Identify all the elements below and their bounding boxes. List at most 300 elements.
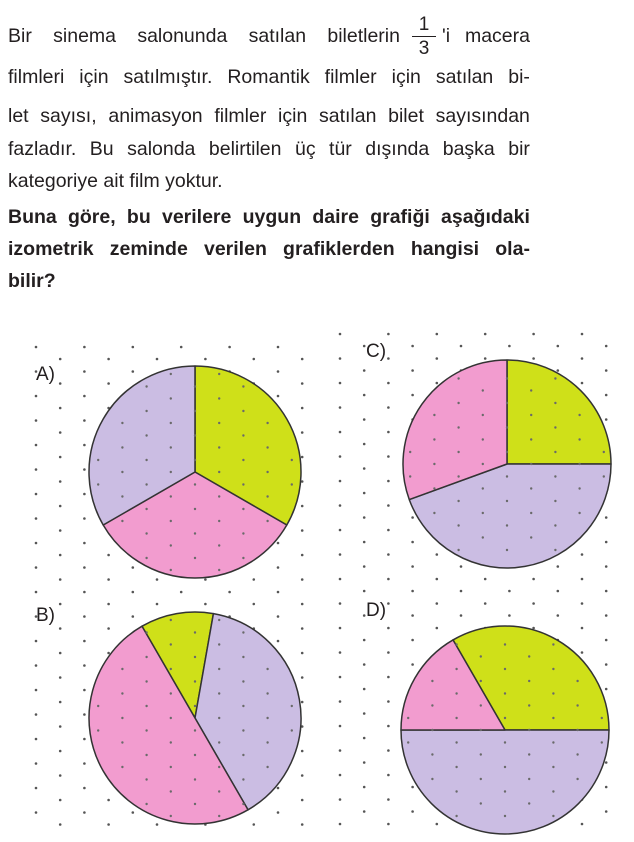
grid-dot <box>180 346 183 349</box>
grid-dot <box>83 762 86 765</box>
word: fazladır. <box>8 138 77 160</box>
grid-dot <box>97 483 99 485</box>
grid-dot <box>480 778 482 780</box>
grid-dot <box>605 345 608 348</box>
grid-dot <box>581 602 584 605</box>
grid-dot <box>554 426 556 428</box>
grid-dot <box>605 639 608 642</box>
word: tür <box>329 138 352 160</box>
word: salonda <box>127 138 196 160</box>
word: salonunda <box>137 25 228 47</box>
grid-dot <box>411 345 414 348</box>
grid-dot <box>436 553 439 556</box>
grid-dot <box>121 471 123 473</box>
grid-dot <box>363 712 366 715</box>
question-bold-line-1 <box>8 205 530 229</box>
grid-dot <box>145 778 147 780</box>
grid-dot <box>552 815 554 817</box>
grid-dot <box>411 394 414 397</box>
grid-dot <box>35 591 38 594</box>
grid-dot <box>59 431 62 434</box>
grid-dot <box>363 541 366 544</box>
grid-dot <box>132 811 135 814</box>
option-label-b[interactable]: B) <box>36 605 55 626</box>
grid-dot <box>156 603 159 606</box>
grid-dot <box>339 455 342 458</box>
grid-dot <box>242 680 244 682</box>
grid-dot <box>528 778 530 780</box>
grid-dot <box>301 554 304 557</box>
grid-dot <box>35 395 38 398</box>
grid-dot <box>301 529 304 532</box>
grid-dot <box>431 704 433 706</box>
grid-dot <box>387 602 390 605</box>
grid-dot <box>339 529 342 532</box>
grid-dot <box>363 418 366 421</box>
grid-dot <box>504 815 506 817</box>
grid-dot <box>482 536 484 538</box>
grid-dot <box>242 778 244 780</box>
grid-dot <box>121 422 123 424</box>
grid-dot <box>339 578 342 581</box>
grid-dot <box>194 434 196 436</box>
grid-dot <box>242 729 244 731</box>
grid-dot <box>387 676 390 679</box>
grid-dot <box>578 512 580 514</box>
grid-dot <box>433 438 435 440</box>
option-label-a[interactable]: A) <box>36 364 55 385</box>
answer-choices-area <box>0 320 634 842</box>
grid-dot <box>242 631 244 633</box>
grid-dot <box>194 729 196 731</box>
grid-dot <box>218 471 220 473</box>
grid-dot <box>277 591 280 594</box>
grid-dot <box>431 778 433 780</box>
grid-dot <box>59 676 62 679</box>
grid-dot <box>339 504 342 507</box>
grid-dot <box>266 668 268 670</box>
grid-dot <box>431 729 433 731</box>
grid-dot <box>480 680 482 682</box>
grid-dot <box>554 451 556 453</box>
grid-dot <box>431 753 433 755</box>
grid-dot <box>480 802 482 804</box>
grid-dot <box>121 668 123 670</box>
grid-dot <box>504 717 506 719</box>
grid-dot <box>277 787 280 790</box>
grid-dot <box>35 713 38 716</box>
grid-dot <box>301 652 304 655</box>
grid-dot <box>576 729 578 731</box>
grid-dot <box>411 639 414 642</box>
grid-dot <box>363 443 366 446</box>
grid-dot <box>532 357 535 360</box>
grid-dot <box>204 603 207 606</box>
grid-dot <box>581 553 584 556</box>
grid-dot <box>431 680 433 682</box>
grid-dot <box>277 542 280 545</box>
grid-dot <box>35 346 38 349</box>
grid-dot <box>218 373 220 375</box>
grid-dot <box>552 790 554 792</box>
grid-dot <box>301 627 304 630</box>
option-label-c[interactable]: C) <box>366 341 387 362</box>
pie-chart-a[interactable] <box>89 366 301 578</box>
grid-dot <box>242 459 244 461</box>
grid-dot <box>530 414 532 416</box>
grid-dot <box>253 358 256 361</box>
grid-dot <box>170 668 172 670</box>
grid-dot <box>83 591 86 594</box>
grid-dot <box>504 643 506 645</box>
grid-dot <box>504 790 506 792</box>
grid-dot <box>194 459 196 461</box>
grid-dot <box>436 602 439 605</box>
word: başka <box>442 138 495 160</box>
grid-dot <box>218 446 220 448</box>
grid-dot <box>145 705 147 707</box>
grid-dot <box>552 741 554 743</box>
grid-dot <box>581 578 584 581</box>
word: filmleri <box>8 66 65 88</box>
grid-dot <box>170 471 172 473</box>
grid-dot <box>121 446 123 448</box>
grid-dot <box>482 438 484 440</box>
grid-dot <box>387 700 390 703</box>
grid-dot <box>83 468 86 471</box>
grid-dot <box>194 754 196 756</box>
grid-dot <box>455 815 457 817</box>
word: için <box>278 105 308 127</box>
question-line-3 <box>8 104 530 128</box>
grid-dot <box>145 508 147 510</box>
grid-dot <box>35 542 38 545</box>
grid-dot <box>554 377 556 379</box>
grid-dot <box>484 578 487 581</box>
grid-dot <box>339 651 342 654</box>
pie-chart-c[interactable] <box>403 360 611 568</box>
grid-dot <box>605 590 608 593</box>
grid-dot <box>266 422 268 424</box>
grid-dot <box>35 762 38 765</box>
grid-dot <box>508 345 511 348</box>
grid-dot <box>170 520 172 522</box>
grid-dot <box>156 358 159 361</box>
grid-dot <box>59 774 62 777</box>
question-line-5: kategoriye ait film yoktur. <box>8 170 223 192</box>
grid-dot <box>83 444 86 447</box>
grid-dot <box>339 749 342 752</box>
grid-dot <box>107 358 110 361</box>
grid-dot <box>145 631 147 633</box>
grid-dot <box>433 512 435 514</box>
grid-dot <box>83 811 86 814</box>
grid-dot <box>266 741 268 743</box>
grid-dot <box>266 692 268 694</box>
grid-dot <box>433 414 435 416</box>
grid-dot <box>83 517 86 520</box>
grid-dot <box>339 823 342 826</box>
grid-dot <box>121 692 123 694</box>
grid-dot <box>601 717 603 719</box>
grid-dot <box>532 578 535 581</box>
grid-dot <box>576 704 578 706</box>
grid-dot <box>552 643 554 645</box>
fraction-denominator: 3 <box>418 38 430 59</box>
grid-dot <box>145 680 147 682</box>
word: Romantik <box>227 66 310 88</box>
grid-dot <box>83 713 86 716</box>
grid-dot <box>156 578 159 581</box>
grid-dot <box>506 549 508 551</box>
grid-dot <box>170 741 172 743</box>
grid-dot <box>156 823 159 826</box>
grid-dot <box>194 803 196 805</box>
word: macera <box>464 25 530 47</box>
grid-dot <box>83 738 86 741</box>
grid-dot <box>530 487 532 489</box>
grid-dot <box>253 603 256 606</box>
grid-dot <box>387 651 390 654</box>
grid-dot <box>145 754 147 756</box>
grid-dot <box>132 615 135 618</box>
grid-dot <box>409 451 411 453</box>
grid-dot <box>59 358 62 361</box>
grid-dot <box>218 717 220 719</box>
grid-dot <box>35 664 38 667</box>
grid-dot <box>59 456 62 459</box>
grid-dot <box>97 459 99 461</box>
grid-dot <box>194 631 196 633</box>
grid-dot <box>433 463 435 465</box>
word: satılan <box>248 25 307 47</box>
grid-dot <box>455 790 457 792</box>
grid-dot <box>387 774 390 777</box>
grid-dot <box>301 578 304 581</box>
grid-dot <box>170 397 172 399</box>
grid-dot <box>480 655 482 657</box>
grid-dot <box>603 451 605 453</box>
grid-dot <box>59 701 62 704</box>
grid-dot <box>170 766 172 768</box>
grid-dot <box>59 480 62 483</box>
grid-dot <box>339 553 342 556</box>
grid-dot <box>457 451 459 453</box>
grid-dot <box>363 639 366 642</box>
grid-dot <box>605 786 608 789</box>
grid-dot <box>121 717 123 719</box>
word: sinema <box>53 25 117 47</box>
grid-dot <box>35 517 38 520</box>
grid-dot <box>242 532 244 534</box>
word: bilet <box>388 105 424 127</box>
grid-dot <box>59 750 62 753</box>
grid-dot <box>508 614 511 617</box>
pie-slice-yellow-green <box>507 360 611 464</box>
grid-dot <box>218 790 220 792</box>
line-1-suffix <box>442 24 530 48</box>
grid-dot <box>387 725 390 728</box>
grid-dot <box>554 475 556 477</box>
grid-dot <box>277 811 280 814</box>
grid-dot <box>530 463 532 465</box>
grid-dot <box>504 766 506 768</box>
grid-dot <box>132 591 135 594</box>
word: filmler <box>214 105 267 127</box>
grid-dot <box>35 566 38 569</box>
grid-dot <box>277 370 280 373</box>
pie-chart-d[interactable] <box>401 626 609 834</box>
grid-dot <box>242 434 244 436</box>
grid-dot <box>301 823 304 826</box>
grid-dot <box>107 799 110 802</box>
grid-dot <box>121 520 123 522</box>
grid-dot <box>107 652 110 655</box>
grid-dot <box>363 761 366 764</box>
grid-dot <box>530 512 532 514</box>
word: bir <box>508 138 530 160</box>
grid-dot <box>409 475 411 477</box>
grid-dot <box>218 544 220 546</box>
grid-dot <box>59 382 62 385</box>
pie-chart-b[interactable] <box>89 612 301 824</box>
grid-dot <box>605 516 608 519</box>
grid-dot <box>83 542 86 545</box>
grid-dot <box>455 643 457 645</box>
grid-dot <box>552 766 554 768</box>
grid-dot <box>605 688 608 691</box>
grid-dot <box>436 627 439 630</box>
grid-dot <box>581 333 584 336</box>
grid-dot <box>132 370 135 373</box>
grid-dot <box>578 463 580 465</box>
grid-dot <box>436 333 439 336</box>
grid-dot <box>204 358 207 361</box>
word: için <box>391 66 421 88</box>
option-label-d[interactable]: D) <box>366 600 387 621</box>
word: ola- <box>495 238 530 260</box>
grid-dot <box>301 505 304 508</box>
grid-dot <box>59 603 62 606</box>
grid-dot <box>218 815 220 817</box>
grid-dot <box>194 385 196 387</box>
grid-dot <box>266 717 268 719</box>
grid-dot <box>552 692 554 694</box>
grid-dot <box>455 741 457 743</box>
grid-dot <box>204 578 207 581</box>
grid-dot <box>301 358 304 361</box>
grid-dot <box>301 382 304 385</box>
grid-dot <box>291 705 293 707</box>
grid-dot <box>83 689 86 692</box>
grid-dot <box>532 602 535 605</box>
grid-dot <box>482 463 484 465</box>
grid-dot <box>218 692 220 694</box>
grid-dot <box>506 402 508 404</box>
word: satılan <box>435 66 494 88</box>
grid-dot <box>339 382 342 385</box>
grid-dot <box>301 799 304 802</box>
grid-dot <box>83 346 86 349</box>
grid-dot <box>277 395 280 398</box>
grid-dot <box>194 705 196 707</box>
grid-dot <box>301 701 304 704</box>
grid-dot <box>460 614 463 617</box>
grid-dot <box>528 753 530 755</box>
word: satılan <box>318 105 377 127</box>
grid-dot <box>554 500 556 502</box>
word: uygun <box>242 206 302 228</box>
grid-dot <box>218 766 220 768</box>
grid-dot <box>506 500 508 502</box>
grid-dot <box>59 627 62 630</box>
grid-dot <box>301 676 304 679</box>
grid-dot <box>194 656 196 658</box>
grid-dot <box>460 590 463 593</box>
grid-dot <box>552 668 554 670</box>
word: aşağıdaki <box>441 206 530 228</box>
grid-dot <box>35 689 38 692</box>
grid-dot <box>59 505 62 508</box>
question-bold-line-2 <box>8 237 530 261</box>
grid-dot <box>145 483 147 485</box>
grid-dot <box>363 737 366 740</box>
grid-dot <box>59 823 62 826</box>
grid-dot <box>145 557 147 559</box>
word: için <box>79 66 109 88</box>
grid-dot <box>218 643 220 645</box>
grid-dot <box>59 529 62 532</box>
grid-dot <box>482 512 484 514</box>
grid-dot <box>581 357 584 360</box>
grid-dot <box>218 495 220 497</box>
question-line-1 <box>8 24 530 48</box>
grid-dot <box>455 692 457 694</box>
grid-dot <box>218 569 220 571</box>
grid-dot <box>554 524 556 526</box>
grid-dot <box>576 753 578 755</box>
grid-dot <box>581 627 584 630</box>
grid-dot <box>253 823 256 826</box>
grid-dot <box>170 619 172 621</box>
grid-dot <box>581 651 584 654</box>
grid-dot <box>266 495 268 497</box>
grid-dot <box>339 431 342 434</box>
grid-dot <box>339 774 342 777</box>
grid-dot <box>194 532 196 534</box>
word: Bir <box>8 25 32 47</box>
grid-dot <box>145 532 147 534</box>
grid-dot <box>581 823 584 826</box>
grid-dot <box>411 810 414 813</box>
grid-dot <box>83 787 86 790</box>
grid-dot <box>411 369 414 372</box>
grid-dot <box>605 369 608 372</box>
word: izometrik <box>8 238 94 260</box>
grid-dot <box>170 692 172 694</box>
grid-dot <box>301 774 304 777</box>
grid-dot <box>194 483 196 485</box>
grid-dot <box>530 438 532 440</box>
grid-dot <box>121 766 123 768</box>
grid-dot <box>228 346 231 349</box>
grid-dot <box>83 640 86 643</box>
grid-dot <box>482 487 484 489</box>
word: zeminde <box>109 238 188 260</box>
grid-dot <box>457 426 459 428</box>
grid-dot <box>605 761 608 764</box>
grid-dot <box>145 656 147 658</box>
